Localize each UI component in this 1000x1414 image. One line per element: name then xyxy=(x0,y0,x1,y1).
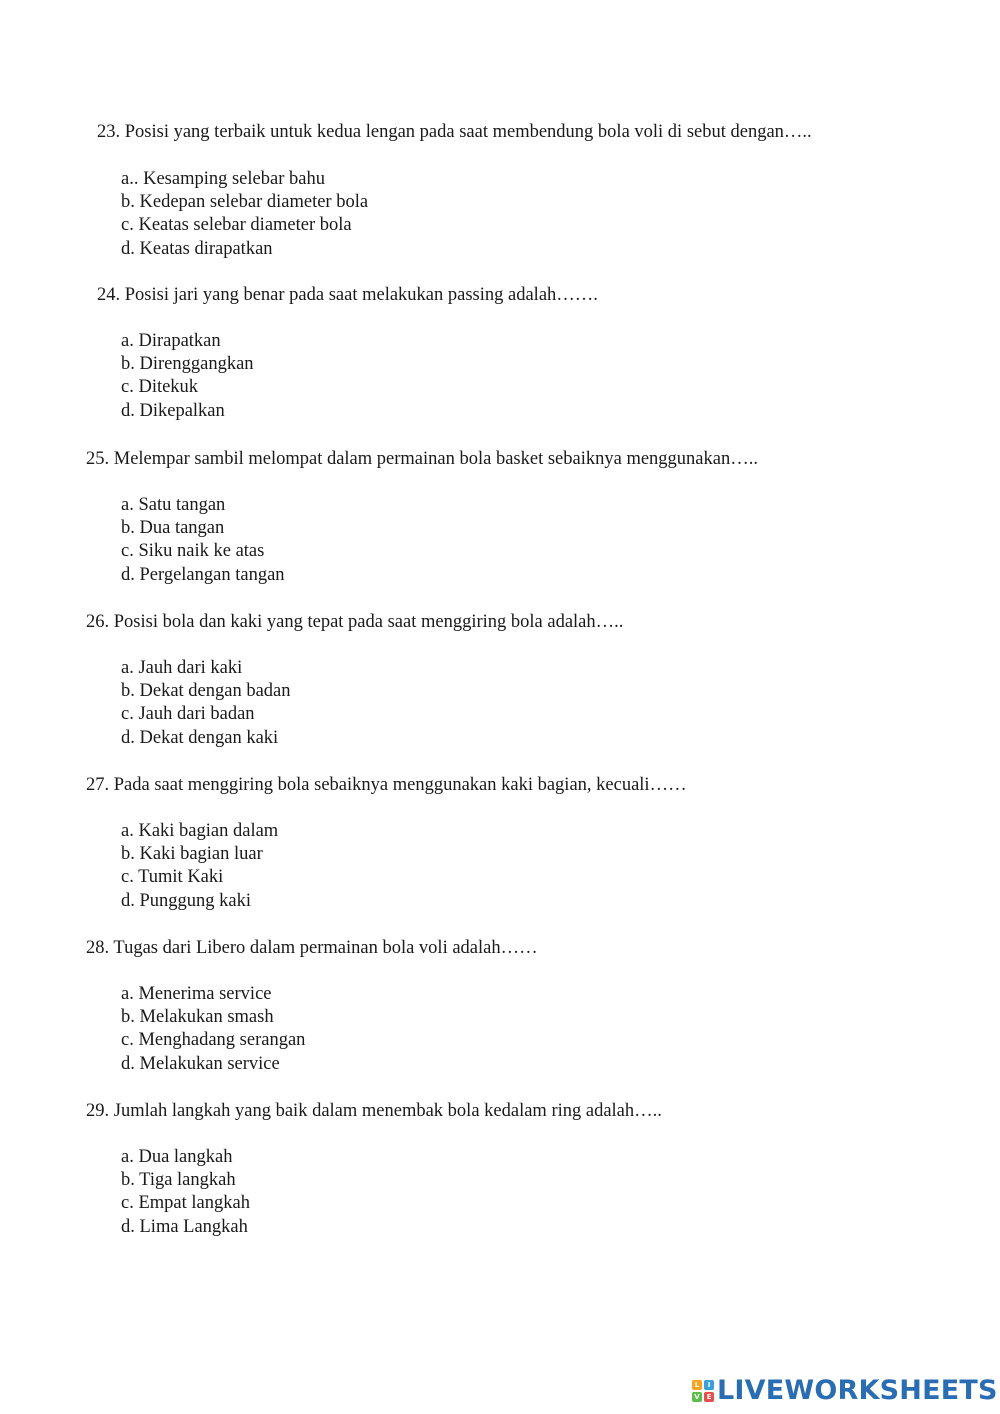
option-a: a. Dirapatkan xyxy=(121,331,221,351)
option-c: c. Ditekuk xyxy=(121,377,199,398)
logo-text: LIVEWORKSHEETS xyxy=(717,1375,998,1406)
options-list xyxy=(121,168,368,261)
options-list xyxy=(121,983,305,1076)
option-d: d. Lima Langkah xyxy=(121,1216,248,1237)
logo-mark-letter: L xyxy=(692,1380,702,1390)
question-text: 23. Posisi yang terbaik untuk kedua lengan pada saat membendung bola voli di sebut dengan….. xyxy=(97,122,812,142)
option-c: c. Empat langkah xyxy=(121,1193,250,1214)
option-b: b. Melakukan smash xyxy=(121,1007,274,1028)
options-list xyxy=(121,820,278,913)
options-list xyxy=(121,330,254,423)
option-c: c. Siku naik ke atas xyxy=(121,541,265,562)
question-text: 26. Posisi bola dan kaki yang tepat pada saat menggiring bola adalah….. xyxy=(86,612,624,632)
options-list xyxy=(121,1146,250,1239)
question-text: 24. Posisi jari yang benar pada saat melakukan passing adalah……. xyxy=(97,285,598,305)
option-d: d. Pergelangan tangan xyxy=(121,564,285,585)
liveworksheets-logo-icon xyxy=(692,1380,714,1402)
option-b: b. Dekat dengan badan xyxy=(121,681,291,702)
logo-mark-letter: I xyxy=(704,1380,714,1390)
option-b: b. Tiga langkah xyxy=(121,1170,236,1191)
option-b: b. Kaki bagian luar xyxy=(121,844,263,865)
liveworksheets-logo[interactable] xyxy=(692,1376,998,1406)
option-c: c. Menghadang serangan xyxy=(121,1030,306,1051)
question-text: 25. Melempar sambil melompat dalam permainan bola basket sebaiknya menggunakan….. xyxy=(86,449,758,469)
option-c: c. Tumit Kaki xyxy=(121,867,224,888)
option-d: d. Dekat dengan kaki xyxy=(121,727,279,748)
option-a: a. Kaki bagian dalam xyxy=(121,821,279,841)
logo-mark-letter: E xyxy=(704,1392,714,1402)
option-d: d. Melakukan service xyxy=(121,1053,280,1074)
option-b: b. Direnggangkan xyxy=(121,354,254,375)
option-b: b. Dua tangan xyxy=(121,518,225,539)
question-text: 29. Jumlah langkah yang baik dalam menembak bola kedalam ring adalah….. xyxy=(86,1101,662,1121)
question-text: 28. Tugas dari Libero dalam permainan bola voli adalah…… xyxy=(86,938,538,958)
option-d: d. Dikepalkan xyxy=(121,400,225,421)
option-a: a. Satu tangan xyxy=(121,495,226,515)
options-list xyxy=(121,657,291,750)
option-d: d. Punggung kaki xyxy=(121,890,252,911)
option-a: a. Menerima service xyxy=(121,984,272,1004)
option-b: b. Kedepan selebar diameter bola xyxy=(121,192,369,213)
logo-mark-letter: V xyxy=(692,1392,702,1402)
option-a: a. Dua langkah xyxy=(121,1147,233,1167)
question-text: 27. Pada saat menggiring bola sebaiknya menggunakan kaki bagian, kecuali…… xyxy=(86,775,687,795)
option-a: a.. Kesamping selebar bahu xyxy=(121,169,325,189)
option-c: c. Keatas selebar diameter bola xyxy=(121,215,352,236)
option-d: d. Keatas dirapatkan xyxy=(121,238,273,259)
options-list xyxy=(121,494,285,587)
option-a: a. Jauh dari kaki xyxy=(121,658,243,678)
option-c: c. Jauh dari badan xyxy=(121,704,255,725)
